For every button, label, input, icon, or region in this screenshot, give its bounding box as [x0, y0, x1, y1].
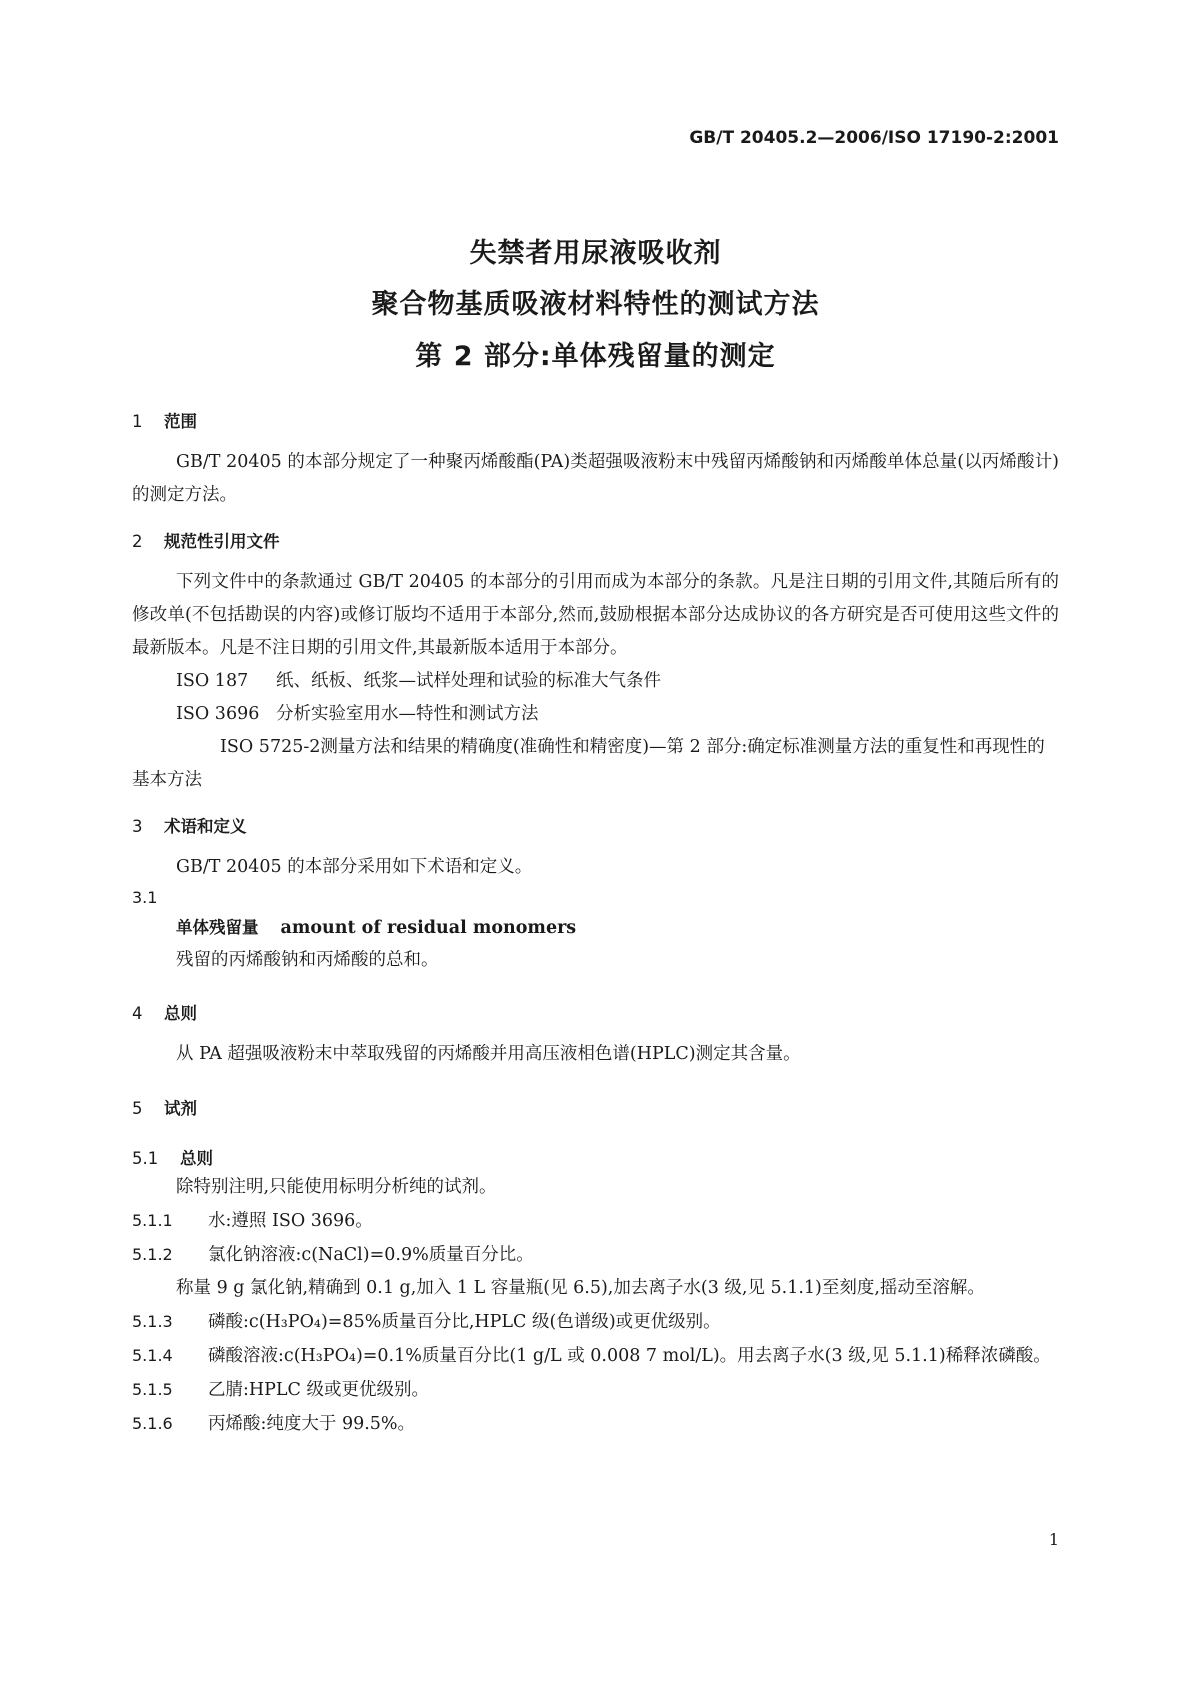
reference-item — [132, 665, 1059, 698]
clause-5-1-2-paragraph: 称量 9 g 氯化钠,精确到 0.1 g,加入 1 L 容量瓶(见 6.5),加去离子水(3 级,见 5.1.1)至刻度,摇动至溶解。 — [176, 1278, 985, 1298]
page-number: 1 — [1048, 1530, 1059, 1549]
reference-item — [132, 731, 1059, 797]
term-number: 3.1 — [132, 888, 158, 907]
section-number: 2 — [132, 532, 143, 551]
standard-code: GB/T 20405.2—2006/ISO 17190-2:2001 — [689, 128, 1059, 148]
section-number: 1 — [132, 412, 143, 431]
section-title: 规范性引用文件 — [164, 532, 280, 551]
section-3-heading — [132, 815, 1059, 839]
subsection-title: 总则 — [180, 1149, 213, 1168]
clause-text: 乙腈:HPLC 级或更优级别。 — [208, 1380, 430, 1400]
reference-title: 测量方法和结果的精确度(准确性和精密度)—第 2 部分:确定标准测量方法的重复性和再现性的基本方法 — [132, 737, 1045, 790]
reference-title: 分析实验室用水—特性和测试方法 — [276, 704, 539, 724]
clause-text: 磷酸:c(H₃PO₄)=85%质量百分比,HPLC 级(色谱级)或更优级别。 — [208, 1312, 721, 1332]
clause-number: 5.1.5 — [132, 1380, 173, 1399]
reference-item — [132, 698, 1059, 731]
clause-5-1-4 — [132, 1339, 1059, 1373]
section-number: 5 — [132, 1099, 143, 1118]
section-2-heading — [132, 530, 1059, 554]
clause-number: 5.1.1 — [132, 1211, 173, 1230]
section-title: 术语和定义 — [164, 817, 247, 836]
clause-5-1-3 — [132, 1305, 1059, 1339]
clause-number: 5.1.2 — [132, 1245, 173, 1264]
subsection-5-1-paragraph: 除特别注明,只能使用标明分析纯的试剂。 — [176, 1177, 497, 1197]
clause-text: 丙烯酸:纯度大于 99.5%。 — [208, 1414, 416, 1434]
term-definition: 残留的丙烯酸钠和丙烯酸的总和。 — [176, 950, 439, 970]
section-1-paragraph: GB/T 20405 的本部分规定了一种聚丙烯酸酯(PA)类超强吸液粉末中残留丙烯酸钠和丙烯酸单体总量(以丙烯酸计)的测定方法。 — [132, 452, 1059, 505]
document-body — [132, 410, 1059, 1441]
clause-text: 磷酸溶液:c(H₃PO₄)=0.1%质量百分比(1 g/L 或 0.008 7 mol/L)。用去离子水(3 级,见 5.1.1)稀释浓磷酸。 — [208, 1346, 1051, 1366]
clause-number: 5.1.4 — [132, 1346, 173, 1365]
section-number: 4 — [132, 1004, 143, 1023]
clause-5-1-6 — [132, 1407, 1059, 1441]
term-entry — [132, 912, 1059, 944]
clause-5-1-2 — [132, 1238, 1059, 1272]
section-5-heading — [132, 1097, 1059, 1121]
clause-text: 氯化钠溶液:c(NaCl)=0.9%质量百分比。 — [208, 1245, 534, 1265]
term-chinese: 单体残留量 — [176, 918, 259, 937]
subsection-number: 5.1 — [132, 1149, 159, 1168]
section-number: 3 — [132, 817, 143, 836]
title-line-3: 第 2 部分:单体残留量的测定 — [415, 340, 776, 372]
reference-code: ISO 5725-2 — [220, 737, 321, 757]
section-3-paragraph: GB/T 20405 的本部分采用如下术语和定义。 — [176, 857, 533, 877]
reference-code: ISO 187 — [176, 671, 249, 691]
section-4-heading — [132, 1002, 1059, 1026]
clause-5-1-1 — [132, 1204, 1059, 1238]
document-title — [0, 228, 1191, 382]
section-title: 范围 — [164, 412, 197, 431]
title-line-2: 聚合物基质吸液材料特性的测试方法 — [371, 289, 820, 321]
clause-number: 5.1.3 — [132, 1312, 173, 1331]
section-title: 试剂 — [164, 1099, 197, 1118]
term-english: amount of residual monomers — [280, 918, 577, 938]
title-line-1: 失禁者用尿液吸收剂 — [469, 238, 722, 269]
reference-code: ISO 3696 — [176, 704, 260, 724]
reference-title: 纸、纸板、纸浆—试样处理和试验的标准大气条件 — [276, 671, 661, 691]
clause-text: 水:遵照 ISO 3696。 — [208, 1211, 373, 1231]
clause-number: 5.1.6 — [132, 1414, 173, 1433]
section-1-heading — [132, 410, 1059, 434]
section-4-paragraph: 从 PA 超强吸液粉末中萃取残留的丙烯酸并用高压液相色谱(HPLC)测定其含量。 — [176, 1044, 801, 1064]
section-title: 总则 — [164, 1004, 197, 1023]
subsection-5-1-heading — [132, 1147, 1059, 1171]
clause-5-1-5 — [132, 1373, 1059, 1407]
section-2-paragraph: 下列文件中的条款通过 GB/T 20405 的本部分的引用而成为本部分的条款。凡是注日期的引用文件,其随后所有的修改单(不包括勘误的内容)或修订版均不适用于本部分,然而,鼓励根据本部分达成协议的各方研究是否可使用这些文件的最新版本。凡是不注日期的引用文件,其最新版本适用于本部分。 — [132, 572, 1059, 658]
